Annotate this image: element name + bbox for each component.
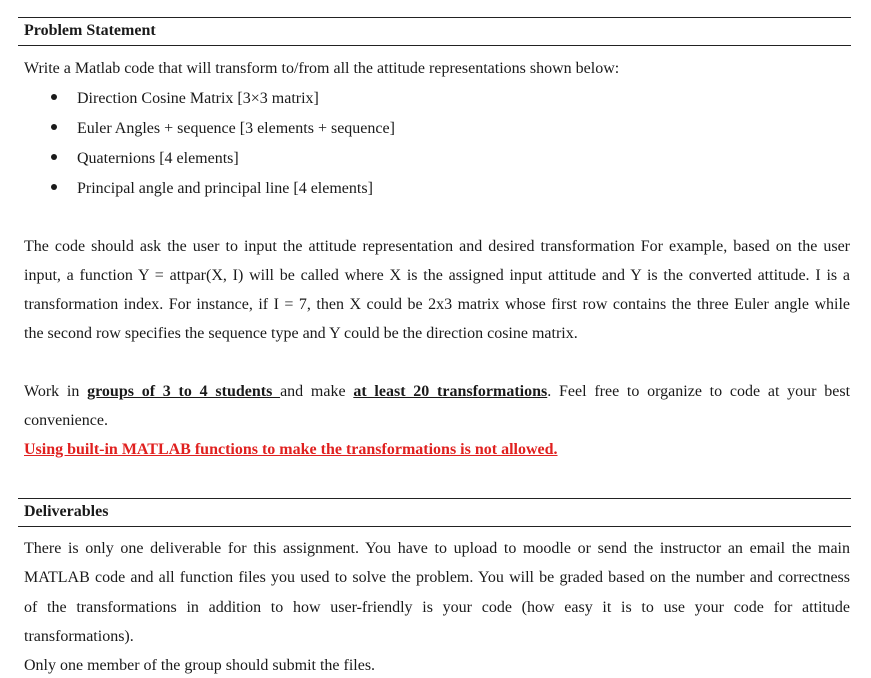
transformations-emphasis: at least 20 transformations [353, 383, 548, 400]
bullet-item: Principal angle and principal line [4 elements] [51, 180, 373, 198]
bullet-dot-icon [51, 154, 57, 160]
top-rule [18, 17, 851, 18]
para1-line: The code should ask the user to input the attitude representation and desired transformation For example, based on the user [24, 238, 850, 255]
groups-emphasis: groups of 3 to 4 students [87, 383, 281, 400]
para1-line: transformation index. For instance, if I = 7, then X could be 2x3 matrix whose first row contains the three Euler angle while [24, 296, 850, 313]
bullet-item: Euler Angles + sequence [3 elements + sequence] [51, 120, 395, 138]
problem-heading-rule [18, 45, 851, 46]
problem-statement-heading: Problem Statement [24, 22, 156, 39]
deliverables-line: transformations). [24, 628, 134, 645]
deliverables-line: MATLAB code and all function files you used to solve the problem. You will be graded based on the number and correctness [24, 569, 850, 586]
intro-text: Write a Matlab code that will transform to/from all the attitude representations shown below: [24, 60, 620, 77]
warning-text: Using built-in MATLAB functions to make the transformations is not allowed. [24, 441, 558, 458]
deliverables-line: of the transformations in addition to how user-friendly is your code (how easy it is to use your code for attitude [24, 599, 850, 616]
deliverables-heading-rule [18, 526, 851, 527]
deliverables-top-rule [18, 498, 851, 499]
bullet-dot-icon [51, 184, 57, 190]
bullet-dot-icon [51, 94, 57, 100]
deliverables-line: There is only one deliverable for this assignment. You have to upload to moodle or send the instructor an email the main [24, 540, 850, 557]
work-line: Work in groups of 3 to 4 students and make at least 20 transformations. Feel free to organize to code at your best [24, 383, 851, 400]
bullet-item: Direction Cosine Matrix [3×3 matrix] [51, 90, 319, 108]
bullet-dot-icon [51, 124, 57, 130]
deliverables-final: Only one member of the group should submit the files. [24, 657, 376, 674]
para1-line: the second row specifies the sequence type and Y could be the direction cosine matrix. [24, 325, 578, 342]
para1-line: input, a function Y = attpar(X, I) will be called where X is the assigned input attitude and Y is the converted attitude. I is a [24, 267, 850, 284]
bullet-item: Quaternions [4 elements] [51, 150, 239, 168]
work-line-2: convenience. [24, 412, 108, 429]
deliverables-heading: Deliverables [24, 503, 109, 520]
